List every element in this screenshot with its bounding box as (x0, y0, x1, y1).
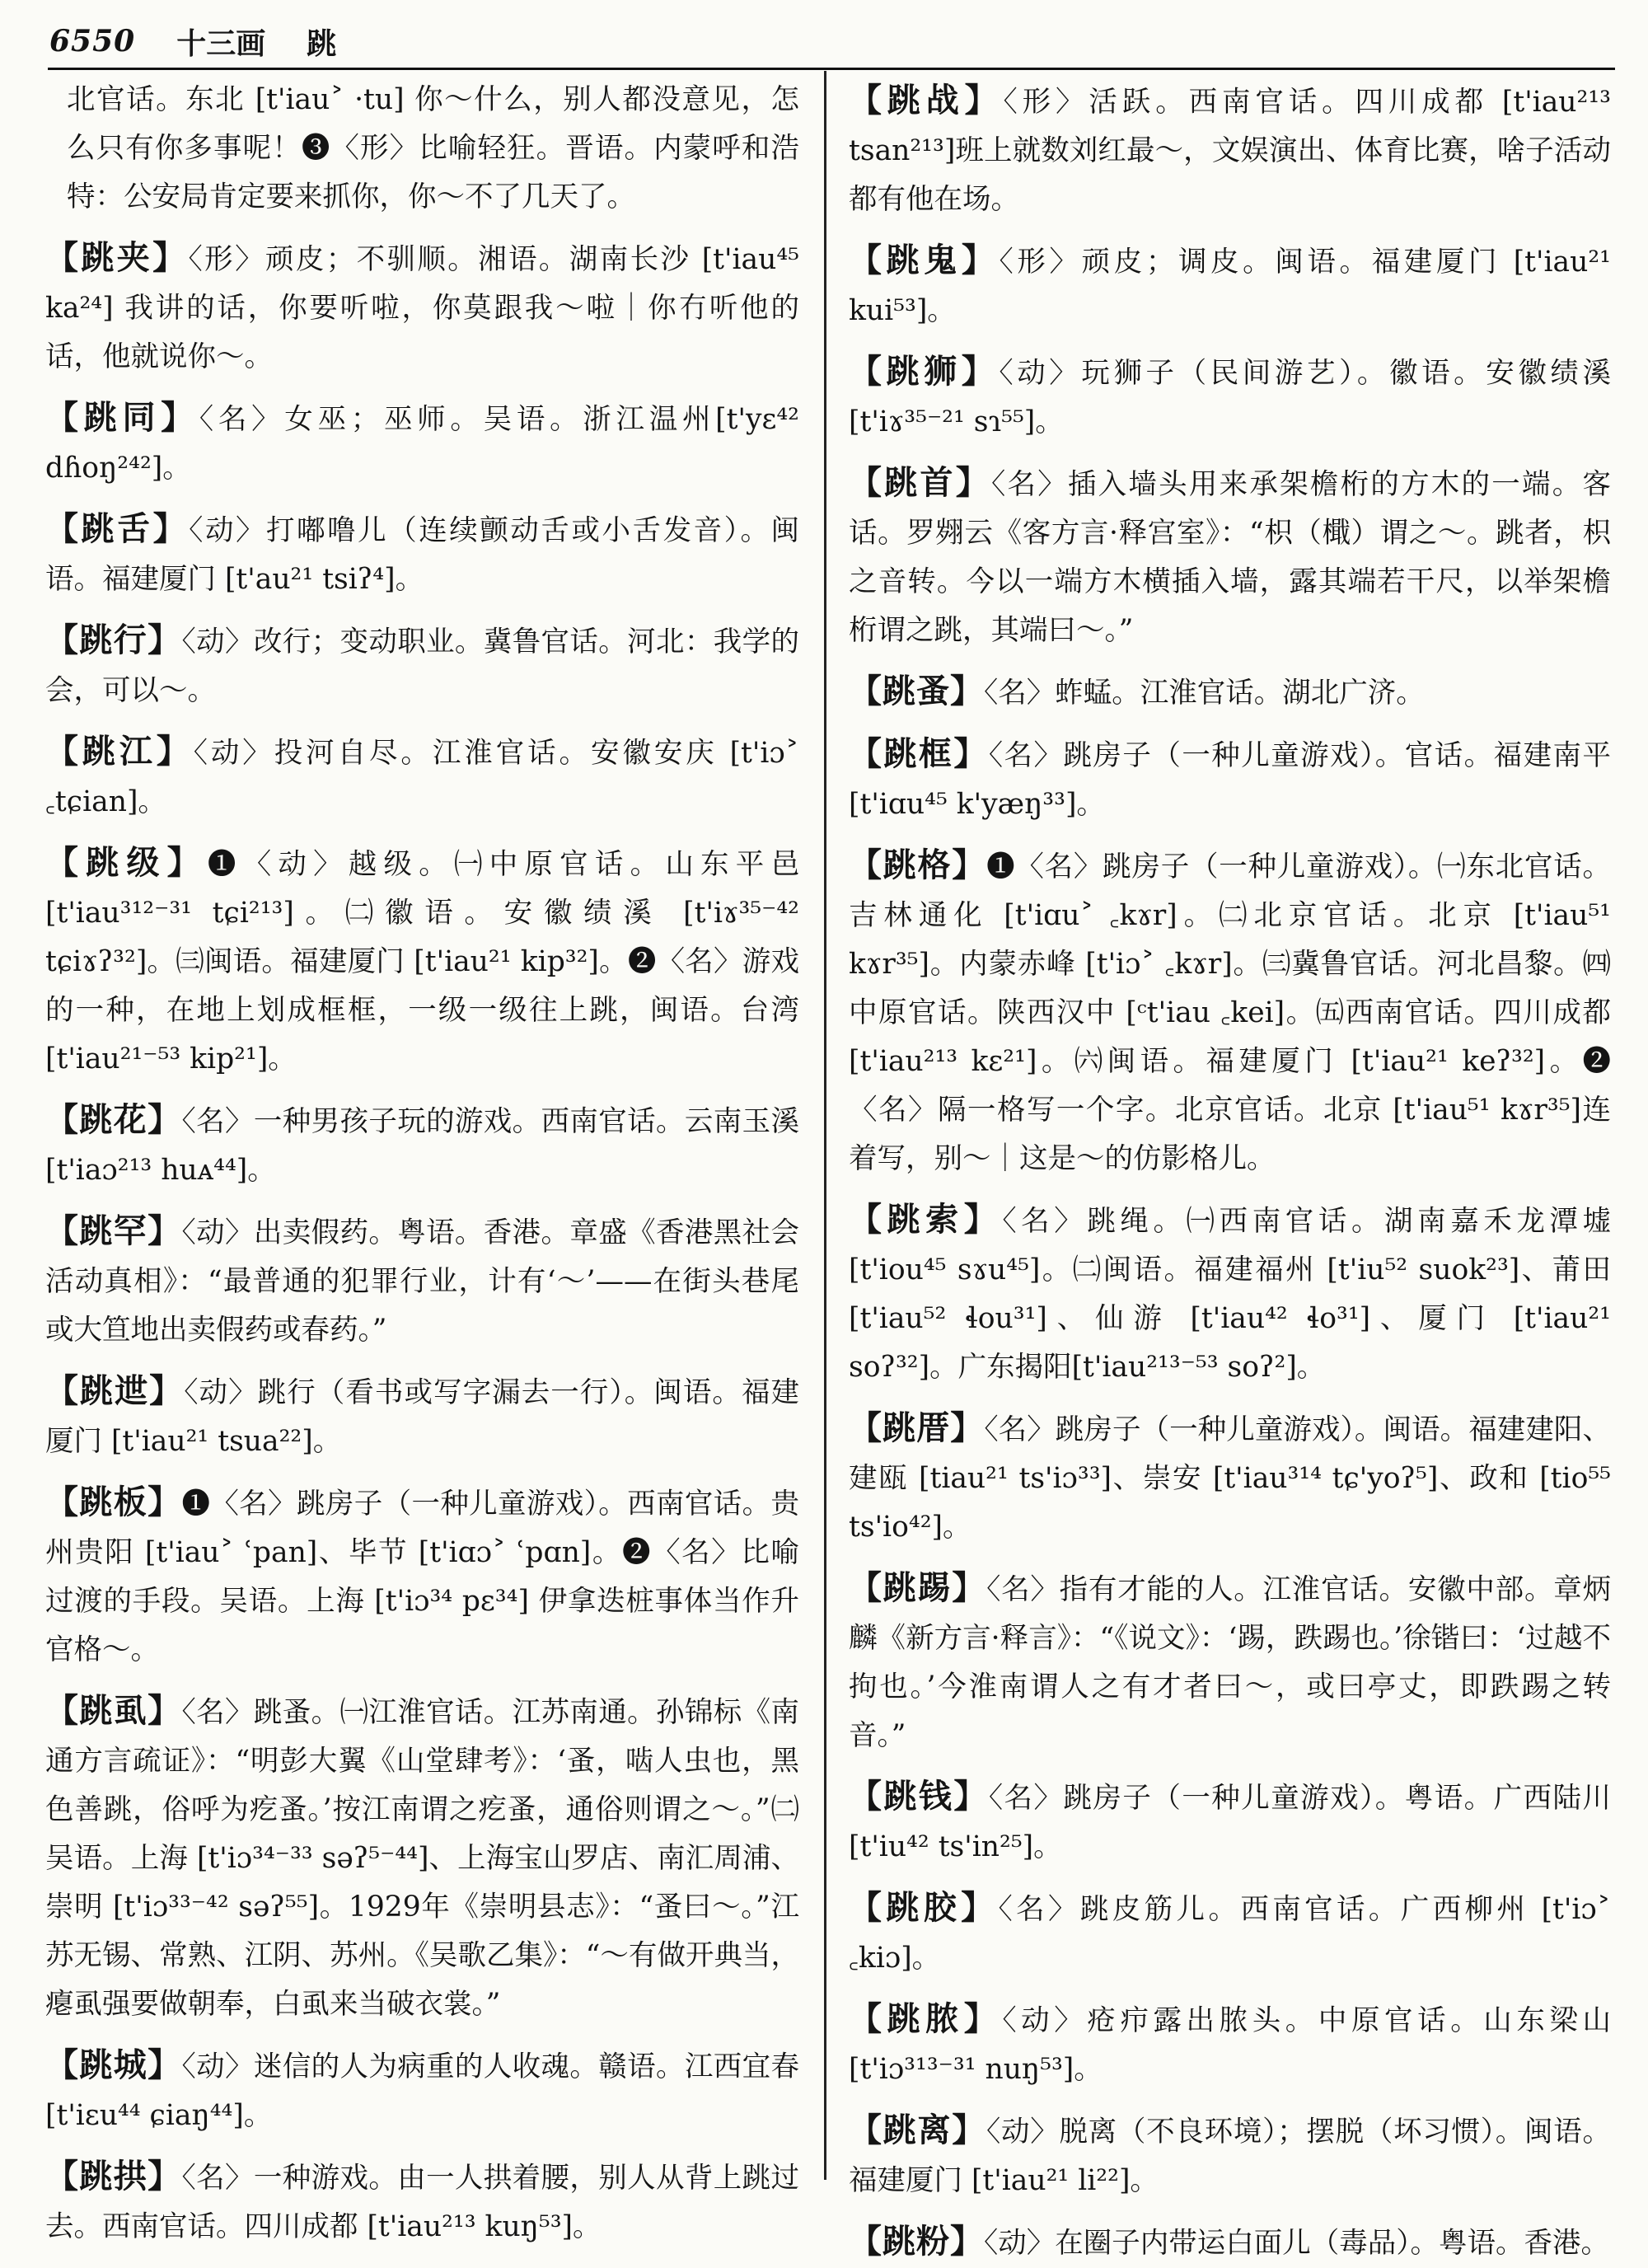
entry-headword: 【跳离】 (849, 2111, 986, 2149)
dictionary-entry (849, 1403, 1611, 1552)
entry-definition: ❶〈名〉跳房子（一种儿童游戏）。西南官话。贵州贵阳 [t'iau˃ ʿpan]、毕节 [t'iɑɔ˃ ʿpɑn]。❷〈名〉比喻过渡的手段。吴语。上海 [t'iɔ³⁴ pɛ³⁴] 伊拿迭桩事体当作升官格～。 (45, 1488, 800, 1666)
entry-definition: 〈形〉活跃。西南官话。四川成都 [t'iau²¹³ tsan²¹³]班上就数刘红最～，文娱演出、体育比赛，啥子活动都有他在场。 (849, 86, 1611, 216)
entry-headword: 【跳战】 (849, 81, 1004, 119)
right-column (849, 76, 1612, 2261)
entry-definition: 北官话。东北 [t'iau˃ ·tu] 你～什么，别人都没意见，怎么只有你多事呢！❸〈形〉比喻轻狂。晋语。内蒙呼和浩特：公安局肯定要来抓你，你～不了几天了。 (67, 83, 799, 213)
entry-definition: 〈动〉疮疖露出脓头。中原官话。山东梁山 [t'iɔ³¹³⁻³¹ nuŋ⁵³]。 (849, 2004, 1612, 2086)
dictionary-entry (45, 504, 799, 604)
entry-headword: 【跳踢】 (849, 1568, 987, 1607)
dictionary-entry (849, 1994, 1611, 2094)
entry-headword: 【跳蚤】 (849, 672, 984, 710)
entry-definition: ❶〈动〉越级。㈠中原官话。山东平邑[t'iau³¹²⁻³¹ tɕi²¹³]。㈡徽语。安徽绩溪 [t'iɤ³⁵⁻⁴² tɕiɤʔ³²]。㈢闽语。福建厦门 [t'iau²¹ kip³²]。❷〈名〉游戏的一种，在地上划成框框，一级一级往上跳，闽语。台湾 [t'iau²¹⁻⁵³ kip²¹]。 (45, 848, 800, 1075)
entry-headword: 【跳虱】 (45, 1691, 182, 1730)
dictionary-entry (849, 841, 1611, 1183)
dictionary-entry (45, 393, 799, 493)
entry-headword: 【跳首】 (849, 463, 991, 502)
dictionary-entry (45, 2041, 799, 2140)
entry-definition: 〈动〉跳行（看书或写字漏去一行）。闽语。福建厦门 [t'iau²¹ tsua²²]。 (45, 1376, 800, 1458)
entry-headword: 【跳行】 (45, 621, 182, 659)
column-divider (824, 71, 826, 2180)
dictionary-entry (849, 2106, 1611, 2205)
entry-definition: 〈名〉蚱蜢。江淮官话。湖北广济。 (984, 677, 1425, 710)
entry-definition: 〈动〉投河自尽。江淮官话。安徽安庆 [t'iɔ˃ ꜀tɕian]。 (45, 737, 799, 818)
entry-headword: 【跳花】 (45, 1100, 182, 1139)
dictionary-entry (849, 1883, 1611, 1983)
entry-definition: 〈名〉插入墙头用来承架檐桁的方木的一端。客话。罗翙云《客方言·释宫室》：“枳（檝）谓之～。跳者，枳之音转。今以一端方木横插入墙，露其端若干尺，以举架檐桁谓之跳，其端曰～。” (849, 468, 1612, 647)
dictionary-entry (849, 347, 1611, 447)
entry-definition: 〈动〉打嘟噜儿（连续颤动舌或小舌发音）。闽语。福建厦门 [t'au²¹ tsiʔ⁴]。 (45, 514, 800, 596)
dictionary-entry (45, 838, 799, 1084)
entry-headword: 【跳迣】 (45, 1371, 185, 1410)
dictionary-entry (45, 616, 799, 715)
dictionary-entry (45, 1095, 799, 1195)
entry-headword: 【跳格】 (849, 846, 987, 884)
entry-headword: 【跳板】 (45, 1483, 182, 1521)
dictionary-entry (45, 76, 799, 222)
entry-definition: 〈名〉一种男孩子玩的游戏。西南官话。云南玉溪 [t'iaɔ²¹³ huᴀ⁴⁴]。 (45, 1105, 800, 1187)
header-character: 跳 (307, 26, 337, 61)
entry-definition: 〈名〉指有才能的人。江淮官话。安徽中部。章炳麟《新方言·释言》：“《说文》：‘踢，跌踢也。’徐锴曰：‘过越不拘也。’今淮南谓人之有才者曰～，或曰亭丈，即跌踢之转音。” (849, 1573, 1612, 1752)
entry-headword: 【跳索】 (849, 1200, 1003, 1239)
dictionary-entry (849, 76, 1611, 224)
entry-headword: 【跳舌】 (45, 509, 190, 548)
entry-definition: 〈形〉顽皮；调皮。闽语。福建厦门 [t'iau²¹ kui⁵³]。 (849, 246, 1612, 327)
header-rule (48, 68, 1615, 70)
dictionary-entry (849, 2217, 1611, 2268)
page-number: 6550 (49, 24, 136, 59)
dictionary-entry (45, 1207, 799, 1355)
entry-headword: 【跳胶】 (849, 1888, 999, 1927)
entry-headword: 【跳厝】 (849, 1408, 985, 1447)
dictionary-entry (45, 1366, 799, 1466)
entry-definition: 〈动〉玩狮子（民间游艺）。徽语。安徽绩溪 [t'iɤ³⁵⁻²¹ sɿ⁵⁵]。 (849, 357, 1612, 438)
entry-definition: 〈动〉在圈子内带运白面儿（毒品）。粤语。香港。 (984, 2227, 1609, 2260)
dictionary-entry (45, 1478, 799, 1675)
entry-definition: 〈动〉迷信的人为病重的人收魂。赣语。江西宜春 [t'iɛu⁴⁴ ɕiaŋ⁴⁴]。 (45, 2050, 800, 2132)
entry-headword: 【跳脓】 (849, 1999, 1003, 2038)
entry-definition: 〈名〉跳蚤。㈠江淮官话。江苏南通。孙锦标《南通方言疏证》：“明彭大翼《山堂肆考》：‘蚤，啮人虫也，黑色善跳，俗呼为疙蚤。’按江南谓之疙蚤，通俗则谓之～。”㈡吴语。上海 [t'iɔ³⁴⁻³³ səʔ⁵⁻⁴⁴]、上海宝山罗店、南汇周浦、崇明 [t'iɔ³³⁻⁴² səʔ⁵⁵]。1929年《崇明县志》：“蚤曰～。”江苏无锡、常熟、江阴、苏州。《吴歌乙集》：“～有做开典当，瘪虱强要做朝奉，白虱来当破衣裳。” (45, 1696, 800, 2021)
dictionary-entry (849, 667, 1611, 718)
entry-definition: 〈名〉跳房子（一种儿童游戏）。官话。福建南平 [t'iɑu⁴⁵ k'yæŋ³³]。 (849, 739, 1612, 821)
entry-definition: 〈名〉跳房子（一种儿童游戏）。闽语。福建建阳、建瓯 [tiau²¹ ts'iɔ³³]、崇安 [t'iau³¹⁴ tɕ'yoʔ⁵]、政和 [tio⁵⁵ ts'io⁴²]。 (849, 1413, 1612, 1544)
dictionary-entry (45, 2152, 799, 2252)
entry-definition: 〈动〉出卖假药。粤语。香港。章盛《香港黑社会活动真相》：“最普通的犯罪行业，计有‘～’——在街头巷尾或大笪地出卖假药或春药。” (45, 1216, 800, 1347)
entry-definition: 〈形〉顽皮；不驯顺。湘语。湖南长沙 [t'iau⁴⁵ ka²⁴] 我讲的话，你要听啦，你莫跟我～啦｜你冇听他的话，他就说你～。 (45, 243, 799, 373)
entry-headword: 【跳拱】 (45, 2157, 182, 2195)
entry-definition: 〈名〉女巫；巫师。吴语。浙江温州[t'yɛ⁴² dɦoŋ²⁴²]。 (45, 403, 799, 485)
entry-definition: ❶〈名〉跳房子（一种儿童游戏）。㈠东北官话。吉林通化 [t'iɑu˃ ꜀kɤr]。㈡北京官话。北京 [t'iau⁵¹ kɤr³⁵]。内蒙赤峰 [t'iɔ˃ ꜀kɤr]。㈢冀鲁官话。河北昌黎。㈣中原官话。陕西汉中 [ᶜt'iau ꜀kei]。㈤西南官话。四川成都 [t'iau²¹³ kɛ²¹]。㈥闽语。福建厦门 [t'iau²¹ keʔ³²]。❷〈名〉隔一格写一个字。北京官话。北京 [t'iau⁵¹ kɤr³⁵]连着写，别～｜这是～的仿影格儿。 (849, 850, 1612, 1175)
entry-headword: 【跳同】 (45, 398, 199, 437)
page-header (49, 18, 1599, 64)
entry-headword: 【跳江】 (45, 732, 194, 771)
entry-headword: 【跳框】 (849, 734, 989, 773)
entry-definition: 〈名〉一种游戏。由一人拱着腰，别人从背上跳过去。西南官话。四川成都 [t'iau²¹³ kuŋ⁵³]。 (45, 2162, 800, 2243)
section-label: 十三画 (176, 26, 266, 61)
entry-headword: 【跳钱】 (849, 1777, 989, 1816)
entry-definition: 〈动〉脱离（不良环境）；摆脱（坏习惯）。闽语。福建厦门 [t'iau²¹ li²²]。 (849, 2116, 1612, 2197)
entry-definition: 〈动〉改行；变动职业。冀鲁官话。河北：我学的会，可以～。 (45, 626, 800, 707)
entry-headword: 【跳夹】 (45, 238, 189, 277)
dictionary-entry (45, 1686, 799, 2029)
entry-definition: 〈名〉跳绳。㈠西南官话。湖南嘉禾龙潭墟 [t'iou⁴⁵ sɤu⁴⁵]。㈡闽语。福建福州 [t'iu⁵² suok²³]、莆田 [t'iau⁵² ɬou³¹]、仙游 [t'iau⁴² ɬo³¹]、厦门 [t'iau²¹ soʔ³²]。广东揭阳[t'iau²¹³⁻⁵³ soʔ²]。 (849, 1205, 1612, 1384)
dictionary-entry (45, 727, 799, 827)
left-column (45, 76, 800, 2243)
entry-headword: 【跳粉】 (849, 2222, 984, 2261)
dictionary-entry (849, 1195, 1611, 1392)
dictionary-entry (849, 1563, 1611, 1760)
dictionary-entry (849, 729, 1611, 829)
dictionary-entry (849, 458, 1611, 655)
entry-definition: 〈名〉跳房子（一种儿童游戏）。粤语。广西陆川 [t'iu⁴² ts'in²⁵]。 (849, 1782, 1612, 1863)
dictionary-entry (849, 1772, 1611, 1872)
dictionary-entry (849, 236, 1611, 335)
entry-headword: 【跳城】 (45, 2045, 182, 2084)
entry-headword: 【跳罕】 (45, 1211, 182, 1250)
entry-headword: 【跳狮】 (849, 352, 1000, 391)
entry-headword: 【跳鬼】 (849, 241, 1000, 279)
dictionary-entry (45, 233, 799, 382)
entry-headword: 【跳级】 (45, 843, 208, 882)
entry-definition: 〈名〉跳皮筋儿。西南官话。广西柳州 [t'iɔ˃ ꜀kiɔ]。 (849, 1893, 1611, 1975)
